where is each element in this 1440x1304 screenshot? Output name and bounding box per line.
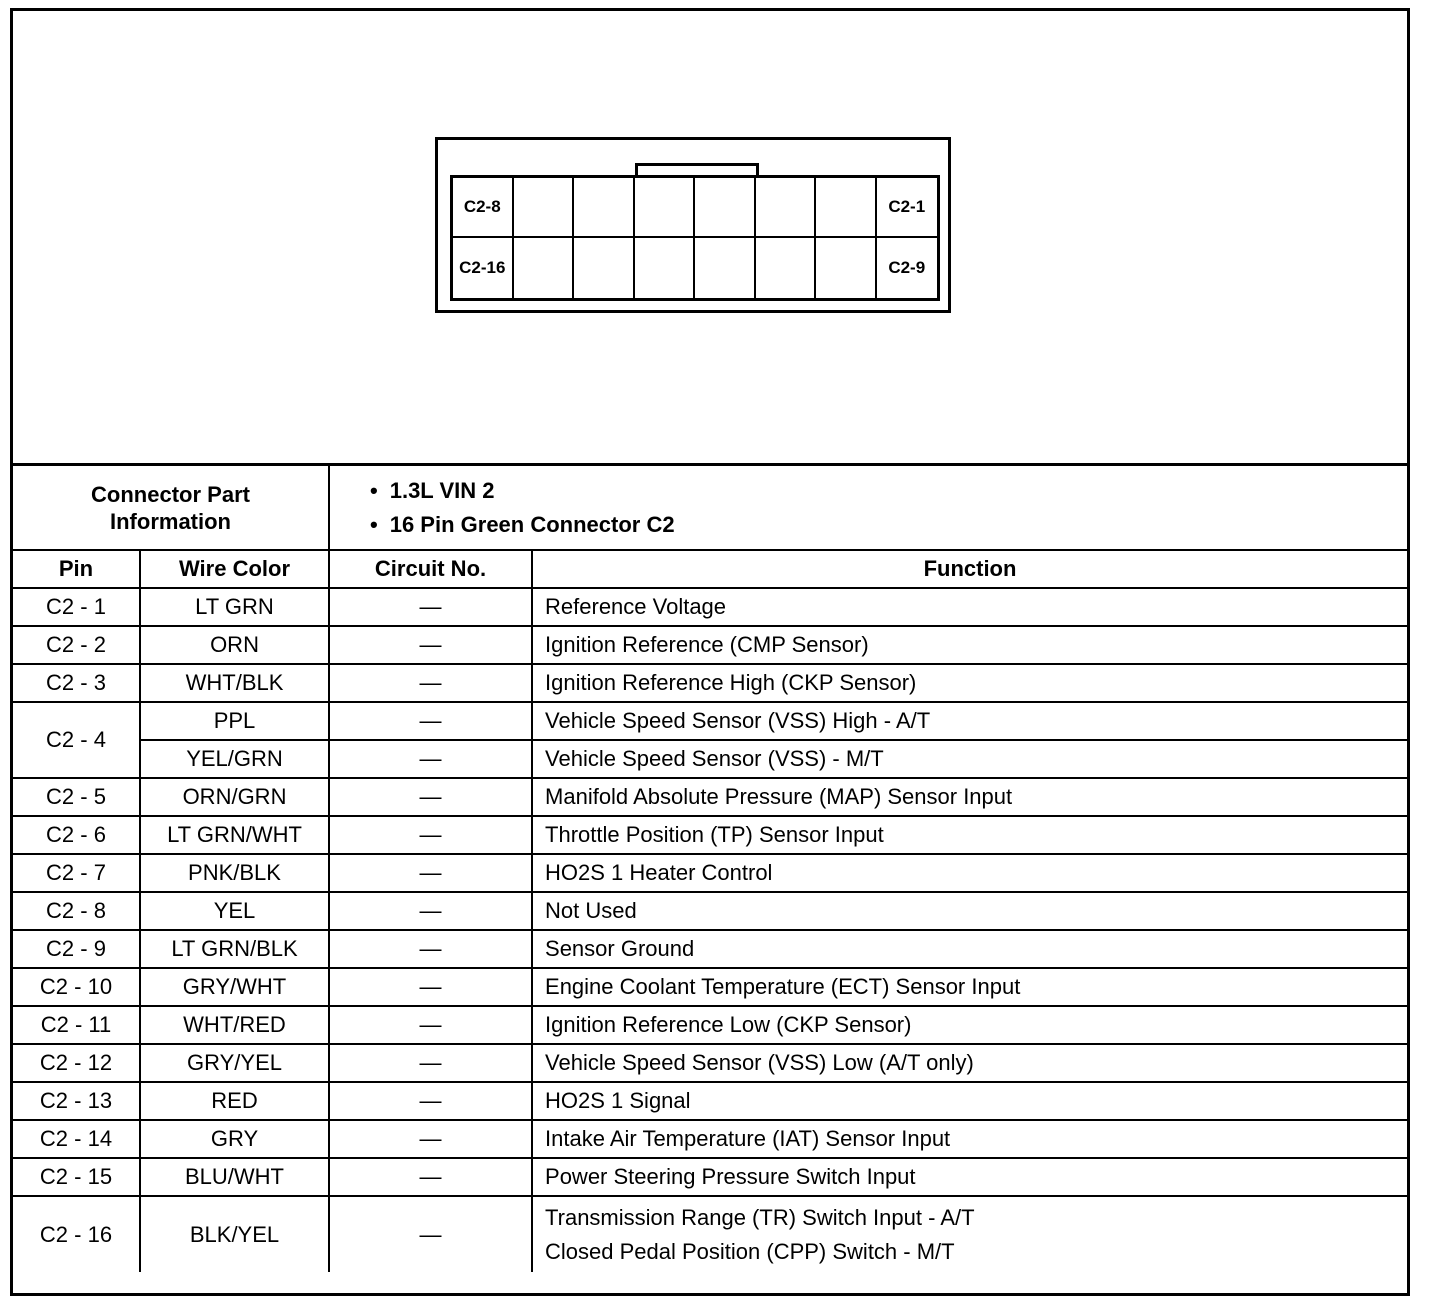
function-cell: Intake Air Temperature (IAT) Sensor Input <box>532 1120 1407 1158</box>
circuit-cell: — <box>329 1044 532 1082</box>
circuit-cell: — <box>329 1082 532 1120</box>
pin-cell: C2 - 15 <box>13 1158 140 1196</box>
wire-color-cell: PPL <box>140 702 329 740</box>
cavity-label-top-right: C2-1 <box>877 178 938 238</box>
part-info-label-line1: Connector Part <box>91 481 250 507</box>
wire-color-cell: ORN/GRN <box>140 778 329 816</box>
header-circuit: Circuit No. <box>329 550 532 588</box>
pin-cell: C2 - 9 <box>13 930 140 968</box>
cavity <box>514 238 575 298</box>
table-row <box>13 930 1407 968</box>
circuit-cell: — <box>329 626 532 664</box>
cavity <box>695 238 756 298</box>
circuit-cell: — <box>329 816 532 854</box>
header-row <box>13 550 1407 588</box>
wire-color-cell: WHT/RED <box>140 1006 329 1044</box>
circuit-cell: — <box>329 1120 532 1158</box>
wire-color-cell: YEL <box>140 892 329 930</box>
circuit-cell: — <box>329 930 532 968</box>
function-cell: HO2S 1 Heater Control <box>532 854 1407 892</box>
wire-color-cell: GRY <box>140 1120 329 1158</box>
header-function: Function <box>532 550 1407 588</box>
function-cell: Reference Voltage <box>532 588 1407 626</box>
function-cell: Throttle Position (TP) Sensor Input <box>532 816 1407 854</box>
function-cell: Vehicle Speed Sensor (VSS) High - A/T <box>532 702 1407 740</box>
table-row <box>13 702 1407 740</box>
circuit-cell: — <box>329 588 532 626</box>
table-row <box>13 1196 1407 1272</box>
circuit-cell: — <box>329 892 532 930</box>
cavity-label-top-left: C2-8 <box>453 178 514 238</box>
part-info-item: • 16 Pin Green Connector C2 <box>370 508 1395 542</box>
wire-color-cell: BLU/WHT <box>140 1158 329 1196</box>
circuit-cell: — <box>329 968 532 1006</box>
circuit-cell: — <box>329 702 532 740</box>
pin-cell: C2 - 16 <box>13 1196 140 1272</box>
cavity <box>574 238 635 298</box>
cavity-label-bottom-right: C2-9 <box>888 258 926 277</box>
function-cell: Power Steering Pressure Switch Input <box>532 1158 1407 1196</box>
part-info-label-line2: Information <box>110 508 231 534</box>
pin-cell: C2 - 7 <box>13 854 140 892</box>
wire-color-cell: LT GRN/WHT <box>140 816 329 854</box>
wire-color-cell: ORN <box>140 626 329 664</box>
function-cell: Vehicle Speed Sensor (VSS) - M/T <box>532 740 1407 778</box>
function-cell: Ignition Reference (CMP Sensor) <box>532 626 1407 664</box>
table-row <box>13 968 1407 1006</box>
function-line: Closed Pedal Position (CPP) Switch - M/T <box>545 1238 955 1264</box>
table-row <box>13 626 1407 664</box>
table-row <box>13 816 1407 854</box>
wire-color-cell: LT GRN <box>140 588 329 626</box>
pin-cell: C2 - 13 <box>13 1082 140 1120</box>
table-row <box>13 588 1407 626</box>
circuit-cell: — <box>329 740 532 778</box>
connector-diagram-area <box>13 11 1407 466</box>
function-cell: Sensor Ground <box>532 930 1407 968</box>
table-row <box>13 1120 1407 1158</box>
table-row <box>13 740 1407 778</box>
table-row <box>13 778 1407 816</box>
circuit-cell: — <box>329 1158 532 1196</box>
circuit-cell: — <box>329 854 532 892</box>
cavity <box>635 178 696 238</box>
part-info-row <box>13 466 1407 550</box>
connector-cavity-grid <box>450 175 940 301</box>
function-cell: Manifold Absolute Pressure (MAP) Sensor Input <box>532 778 1407 816</box>
table-row <box>13 1044 1407 1082</box>
cavity <box>695 178 756 238</box>
pin-cell: C2 - 14 <box>13 1120 140 1158</box>
cavity <box>574 178 635 238</box>
wire-color-cell: PNK/BLK <box>140 854 329 892</box>
function-cell: Not Used <box>532 892 1407 930</box>
header-pin: Pin <box>13 550 140 588</box>
cavity <box>756 178 817 238</box>
table-row <box>13 664 1407 702</box>
function-cell: Engine Coolant Temperature (ECT) Sensor Input <box>532 968 1407 1006</box>
connector-housing <box>435 137 951 313</box>
pin-cell: C2 - 3 <box>13 664 140 702</box>
wire-color-cell: YEL/GRN <box>140 740 329 778</box>
cavity <box>816 238 877 298</box>
circuit-cell: — <box>329 1006 532 1044</box>
cavity <box>635 238 696 298</box>
function-cell: Vehicle Speed Sensor (VSS) Low (A/T only) <box>532 1044 1407 1082</box>
wire-color-cell: GRY/WHT <box>140 968 329 1006</box>
pin-cell: C2 - 2 <box>13 626 140 664</box>
pin-cell: C2 - 12 <box>13 1044 140 1082</box>
circuit-cell: — <box>329 778 532 816</box>
pin-cell: C2 - 11 <box>13 1006 140 1044</box>
pin-cell: C2 - 8 <box>13 892 140 930</box>
cavity-label-bottom-left: C2-16 <box>453 238 514 298</box>
pin-table <box>13 466 1407 1272</box>
cavity <box>514 178 575 238</box>
pin-cell: C2 - 4 <box>13 702 140 778</box>
header-wire-color: Wire Color <box>140 550 329 588</box>
function-line: Transmission Range (TR) Switch Input - A/T <box>545 1204 975 1230</box>
pin-cell: C2 - 5 <box>13 778 140 816</box>
table-row <box>13 892 1407 930</box>
pin-cell: C2 - 10 <box>13 968 140 1006</box>
part-info-label <box>13 466 329 550</box>
cavity <box>816 178 877 238</box>
table-row <box>13 1006 1407 1044</box>
function-cell: HO2S 1 Signal <box>532 1082 1407 1120</box>
function-cell <box>532 1196 1407 1272</box>
connector-sheet <box>10 8 1410 1296</box>
wire-color-cell: LT GRN/BLK <box>140 930 329 968</box>
wire-color-cell: BLK/YEL <box>140 1196 329 1272</box>
wire-color-cell: GRY/YEL <box>140 1044 329 1082</box>
wire-color-cell: WHT/BLK <box>140 664 329 702</box>
part-info-list <box>329 466 1407 550</box>
function-cell: Ignition Reference Low (CKP Sensor) <box>532 1006 1407 1044</box>
wire-color-cell: RED <box>140 1082 329 1120</box>
circuit-cell: — <box>329 1196 532 1272</box>
circuit-cell: — <box>329 664 532 702</box>
table-row <box>13 1082 1407 1120</box>
part-info-item: • 1.3L VIN 2 <box>370 474 1395 508</box>
pin-cell: C2 - 1 <box>13 588 140 626</box>
table-row <box>13 1158 1407 1196</box>
pin-cell: C2 - 6 <box>13 816 140 854</box>
table-row <box>13 854 1407 892</box>
cavity <box>756 238 817 298</box>
function-cell: Ignition Reference High (CKP Sensor) <box>532 664 1407 702</box>
